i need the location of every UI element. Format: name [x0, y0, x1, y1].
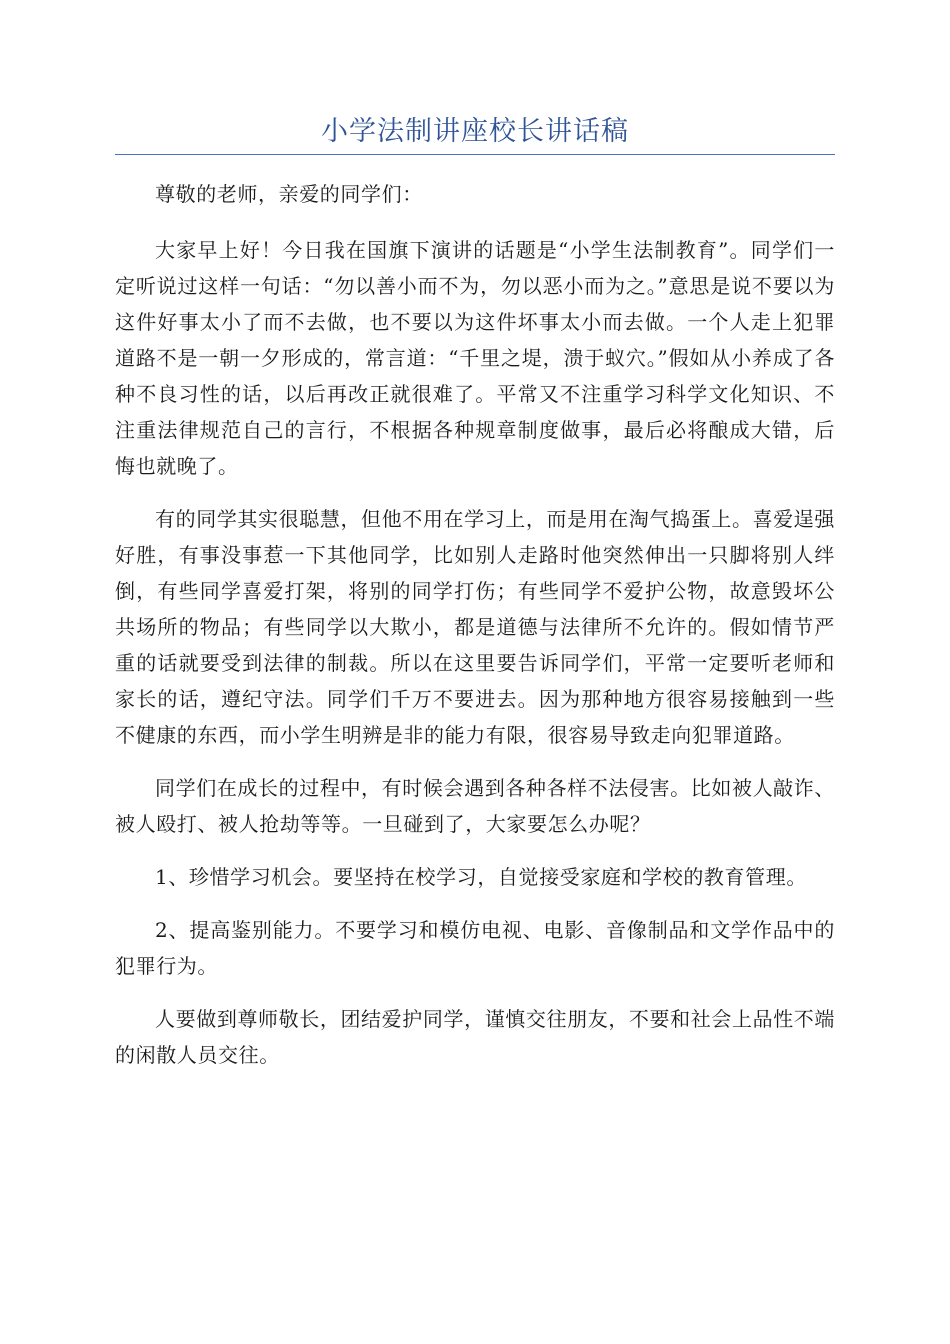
title-underline-rule: [115, 154, 835, 155]
body-paragraph-1: 大家早上好！今日我在国旗下演讲的话题是“小学生法制教育”。同学们一定听说过这样一句话：“勿以善小而不为，勿以恶小而为之。”意思是说不要以为这件好事太小了而不去做，也不要以为这件坏事太小而去做。一个人走上犯罪道路不是一朝一夕形成的，常言道：“千里之堤，溃于蚁穴。”假如从小养成了各种不良习性的话，以后再改正就很难了。平常又不注重学习科学文化知识、不注重法律规范自己的言行，不根据各种规章制度做事，最后必将酿成大错，后悔也就晚了。: [115, 238, 835, 478]
document-body: [115, 176, 835, 1090]
document-title: 小学法制讲座校长讲话稿: [321, 116, 629, 147]
body-paragraph-2: 有的同学其实很聪慧，但他不用在学习上，而是用在淘气捣蛋上。喜爱逞强好胜，有事没事惹一下其他同学，比如别人走路时他突然伸出一只脚将别人绊倒，有些同学喜爱打架，将别的同学打伤；有些同学不爱护公物，故意毁坏公共场所的物品；有些同学以大欺小，都是道德与法律所不允许的。假如情节严重的话就要受到法律的制裁。所以在这里要告诉同学们，平常一定要听老师和家长的话，遵纪守法。同学们千万不要进去。因为那种地方很容易接触到一些不健康的东西，而小学生明辨是非的能力有限，很容易导致走向犯罪道路。: [115, 507, 835, 747]
body-paragraph-3: 同学们在成长的过程中，有时候会遇到各种各样不法侵害。比如被人敲诈、被人殴打、被人抢劫等等。一旦碰到了，大家要怎么办呢？: [115, 776, 835, 836]
list-item-2: 2、提高鉴别能力。不要学习和模仿电视、电影、音像制品和文学作品中的犯罪行为。: [115, 918, 835, 978]
body-paragraph-4: 人要做到尊师敬长，团结爱护同学，谨慎交往朋友，不要和社会上品性不端的闲散人员交往。: [115, 1007, 835, 1067]
salutation-paragraph: 尊敬的老师，亲爱的同学们：: [155, 182, 423, 206]
list-item-1: 1、珍惜学习机会。要坚持在校学习，自觉接受家庭和学校的教育管理。: [155, 865, 807, 889]
